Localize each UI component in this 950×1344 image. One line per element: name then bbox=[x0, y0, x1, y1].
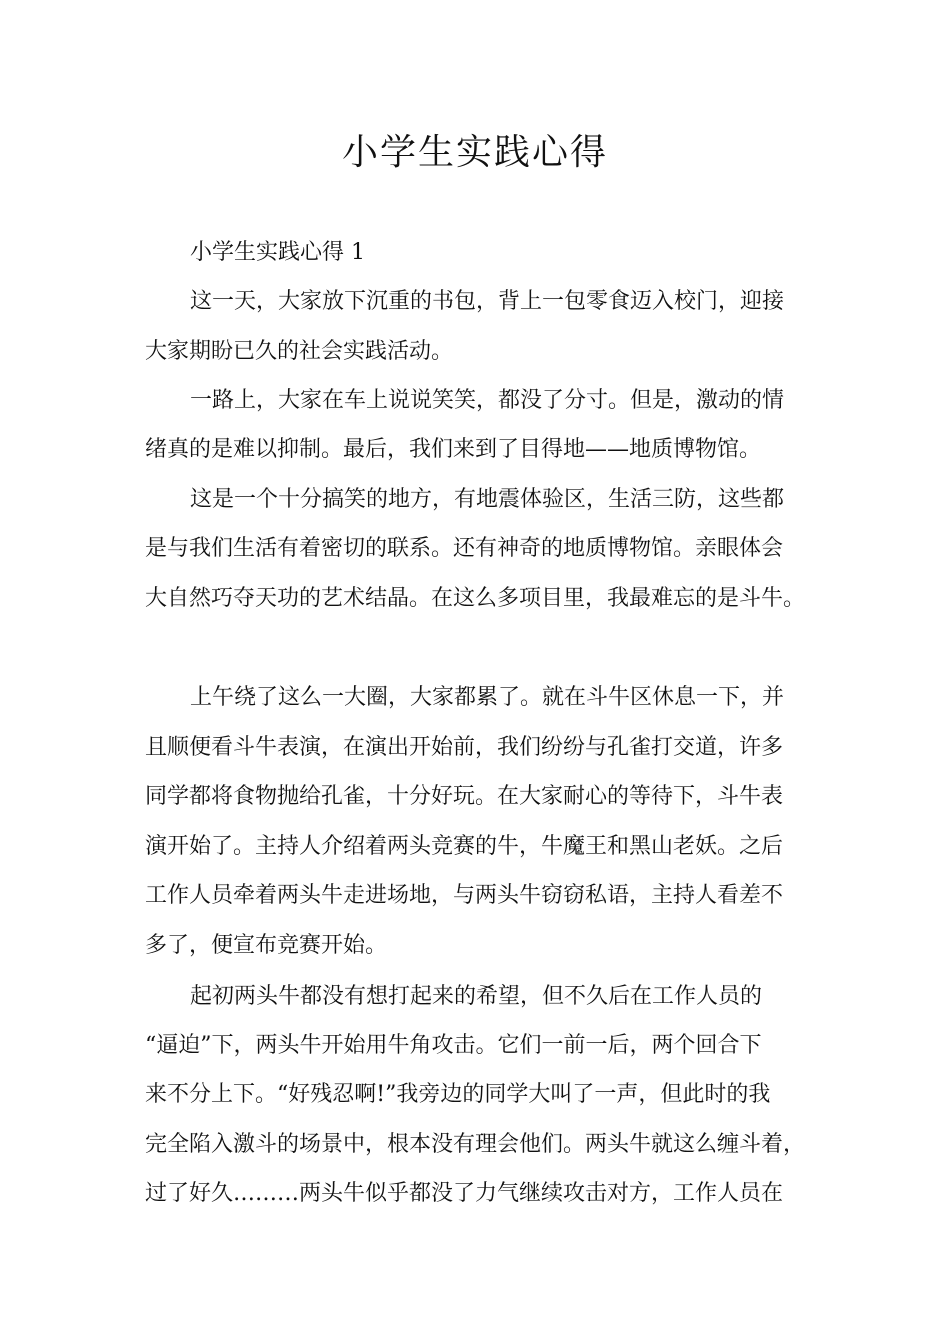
paragraph-line: 多了，便宣布竞赛开始。 bbox=[145, 933, 388, 958]
paragraph-line: 这是一个十分搞笑的地方，有地震体验区，生活三防，这些都 bbox=[190, 487, 785, 512]
paragraph-line: 上午绕了这么一大圈，大家都累了。就在斗牛区休息一下，并 bbox=[190, 685, 785, 710]
paragraph-line: 演开始了。主持人介绍着两头竞赛的牛，牛魔王和黑山老妖。之后 bbox=[145, 834, 784, 859]
document-title: 小学生实践心得 bbox=[341, 132, 608, 173]
paragraph-line: 一路上，大家在车上说说笑笑，都没了分寸。但是，激动的情 bbox=[190, 388, 785, 413]
paragraph-line: “逼迫”下，两头牛开始用牛角攻击。它们一前一后，两个回合下 bbox=[145, 1033, 762, 1058]
paragraph-line: 起初两头牛都没有想打起来的希望，但不久后在工作人员的 bbox=[190, 984, 763, 1009]
paragraph-line: 完全陷入激斗的场景中，根本没有理会他们。两头牛就这么缠斗着， bbox=[145, 1132, 806, 1157]
paragraph-line: 来不分上下。“好残忍啊!”我旁边的同学大叫了一声，但此时的我 bbox=[145, 1082, 771, 1107]
paragraph-line: 大家期盼已久的社会实践活动。 bbox=[145, 339, 454, 364]
section-heading: 小学生实践心得 1 bbox=[190, 240, 365, 265]
paragraph-line: 且顺便看斗牛表演，在演出开始前，我们纷纷与孔雀打交道，许多 bbox=[145, 735, 784, 760]
paragraph-line: 过了好久………两头牛似乎都没了力气继续攻击对方，工作人员在 bbox=[145, 1181, 784, 1206]
paragraph-line: 这一天，大家放下沉重的书包，背上一包零食迈入校门，迎接 bbox=[190, 289, 785, 314]
paragraph-line: 同学都将食物抛给孔雀，十分好玩。在大家耐心的等待下，斗牛表 bbox=[145, 784, 784, 809]
paragraph-line: 是与我们生活有着密切的联系。还有神奇的地质博物馆。亲眼体会 bbox=[145, 536, 784, 561]
paragraph-line: 工作人员牵着两头牛走进场地，与两头牛窃窃私语，主持人看差不 bbox=[145, 883, 784, 908]
paragraph-line: 绪真的是难以抑制。最后，我们来到了目得地——地质博物馆。 bbox=[145, 437, 762, 462]
paragraph-line: 大自然巧夺天功的艺术结晶。在这么多项目里，我最难忘的是斗牛。 bbox=[145, 586, 806, 611]
